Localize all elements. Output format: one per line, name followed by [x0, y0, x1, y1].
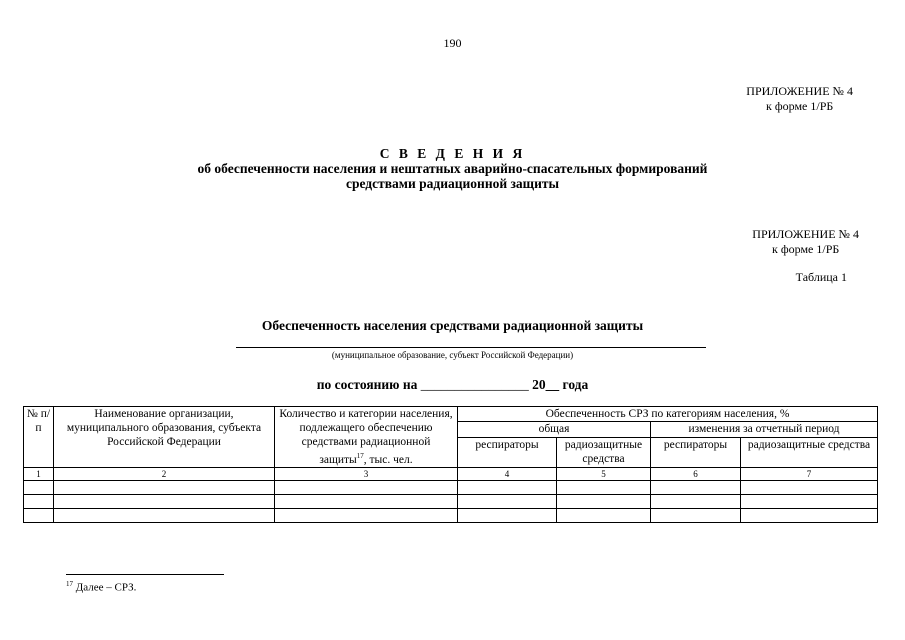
- header-radprotect-change: радиозащитные средства: [741, 437, 878, 467]
- srz-table: [23, 406, 878, 523]
- as-of-prefix: по состоянию на: [316, 377, 418, 392]
- municipality-caption: (муниципальное образование, субъект Российской Федерации): [331, 350, 574, 360]
- header-total: общая: [458, 422, 651, 437]
- column-number: 2: [54, 467, 275, 480]
- table-cell[interactable]: [741, 494, 878, 508]
- as-of-suffix: года: [562, 377, 589, 392]
- table-cell[interactable]: [275, 480, 458, 494]
- header-respirators-total: респираторы: [458, 437, 557, 467]
- table-cell[interactable]: [54, 508, 275, 522]
- column-number: 6: [651, 467, 741, 480]
- table-cell[interactable]: [24, 494, 54, 508]
- table-cell[interactable]: [557, 494, 651, 508]
- date-blank: ________________: [420, 377, 529, 392]
- header-organization: Наименование организации, муниципального образования, субъекта Российской Федерации: [54, 407, 275, 468]
- title-line-3: средствами радиационной защиты: [345, 176, 560, 191]
- table-cell[interactable]: [741, 508, 878, 522]
- column-number: 1: [24, 467, 54, 480]
- table-cell[interactable]: [275, 494, 458, 508]
- header-radprotect-total: радиозащитные средства: [557, 437, 651, 467]
- table-cell[interactable]: [458, 508, 557, 522]
- table-cell[interactable]: [651, 480, 741, 494]
- table-cell[interactable]: [24, 480, 54, 494]
- appendix-header-top: [746, 84, 853, 114]
- table-label: Таблица 1: [795, 270, 847, 284]
- footnote-text: Далее – СРЗ.: [75, 581, 137, 594]
- column-number: 7: [741, 467, 878, 480]
- table-cell[interactable]: [275, 508, 458, 522]
- table-cell[interactable]: [54, 480, 275, 494]
- column-number: 5: [557, 467, 651, 480]
- title-line-2: об обеспеченности населения и нештатных аварийно-спасательных формирований: [197, 161, 708, 176]
- as-of-date-line: [0, 377, 905, 393]
- table-cell[interactable]: [557, 508, 651, 522]
- table-row: [24, 494, 878, 508]
- header-provision-group: Обеспеченность СРЗ по категориям населения, %: [458, 407, 878, 422]
- column-number: 3: [275, 467, 458, 480]
- header-change: изменения за отчетный период: [651, 422, 878, 437]
- appendix-form-ref: к форме 1/РБ: [772, 242, 840, 256]
- header-population-text: Количество и категории населения, подлежащего обеспечению средствами радиационной защиты: [279, 408, 453, 466]
- footnote: [66, 580, 136, 594]
- table-row: [24, 508, 878, 522]
- header-population: [275, 407, 458, 468]
- table-cell[interactable]: [458, 480, 557, 494]
- table-cell[interactable]: [557, 480, 651, 494]
- year-field: 20__: [532, 377, 560, 392]
- appendix-title: ПРИЛОЖЕНИЕ № 4: [746, 84, 853, 98]
- header-population-unit: , тыс. чел.: [363, 453, 413, 466]
- table-cell[interactable]: [651, 494, 741, 508]
- table-subtitle: Обеспеченность населения средствами радиационной защиты: [261, 318, 644, 333]
- table-row: [24, 480, 878, 494]
- appendix-title: ПРИЛОЖЕНИЕ № 4: [752, 227, 859, 241]
- footnote-ref: 17: [356, 452, 364, 460]
- column-number: 4: [458, 467, 557, 480]
- table-cell[interactable]: [651, 508, 741, 522]
- document-title: [0, 146, 905, 191]
- title-heading: С В Е Д Е Н И Я: [379, 146, 526, 161]
- table-cell[interactable]: [458, 494, 557, 508]
- footnote-separator: [66, 574, 224, 575]
- header-respirators-change: респираторы: [651, 437, 741, 467]
- table-cell[interactable]: [54, 494, 275, 508]
- page-number: 190: [443, 36, 462, 50]
- municipality-fill-line: [236, 347, 706, 348]
- appendix-form-ref: к форме 1/РБ: [766, 99, 834, 113]
- header-num: № п/п: [24, 407, 54, 468]
- table-cell[interactable]: [741, 480, 878, 494]
- footnote-number: 17: [66, 580, 73, 588]
- appendix-header-mid: [752, 227, 859, 257]
- table-cell[interactable]: [24, 508, 54, 522]
